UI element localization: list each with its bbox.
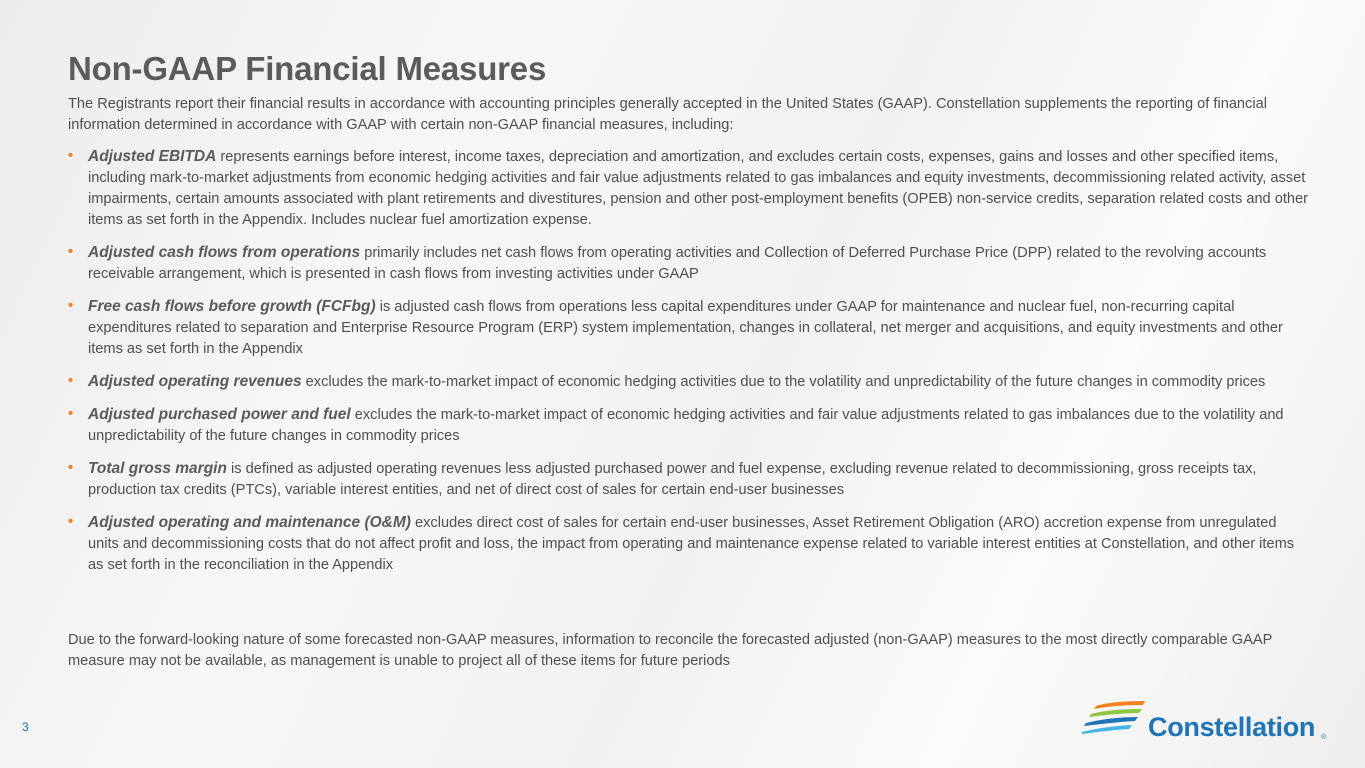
list-item xyxy=(68,371,1308,393)
term-label: Adjusted operating revenues xyxy=(88,373,302,390)
list-item xyxy=(68,242,1308,285)
bullet-icon: • xyxy=(68,148,74,164)
list-item xyxy=(68,512,1308,576)
intro-paragraph: The Registrants report their financial results in accordance with accounting principles generally accepted in the United States (GAAP). Constellation supplements the reporting of financial information determined in accordance with GAAP with certain non-GAAP financial measures, including: xyxy=(68,96,1267,133)
closing-paragraph: Due to the forward-looking nature of some forecasted non-GAAP measures, information to reconcile the forecasted adjusted (non-GAAP) measures to the most directly comparable GAAP measure may not be available, as management is unable to project all of these items for future periods xyxy=(68,632,1273,669)
bullet-icon: • xyxy=(68,373,74,389)
list-item xyxy=(68,146,1308,231)
constellation-logo xyxy=(1082,700,1332,746)
constellation-swoosh-icon xyxy=(1082,700,1146,736)
term-label: Free cash flows before growth (FCFbg) xyxy=(88,298,376,315)
page-title: Non-GAAP Financial Measures xyxy=(68,50,547,87)
list-item xyxy=(68,458,1308,501)
bullet-icon: • xyxy=(68,244,74,260)
term-definition: is adjusted cash flows from operations less capital expenditures under GAAP for maintenance and nuclear fuel, non-recurring capital expenditures related to separation and Enterprise Resource Program (ERP) system implementation, changes in collateral, net merger and acquisitions, and equity investments and other items as set forth in the Appendix xyxy=(88,299,1283,357)
term-label: Total gross margin xyxy=(88,460,227,477)
term-label: Adjusted purchased power and fuel xyxy=(88,406,351,423)
bullet-icon: • xyxy=(68,298,74,314)
registered-mark: ® xyxy=(1321,734,1327,741)
term-definition: primarily includes net cash flows from operating activities and Collection of Deferred Purchase Price (DPP) related to the revolving accounts receivable arrangement, which is presented in cash flows from investing activities under GAAP xyxy=(88,245,1267,282)
term-label: Adjusted cash flows from operations xyxy=(88,244,361,261)
term-label: Adjusted operating and maintenance (O&M) xyxy=(88,514,411,531)
bullet-icon: • xyxy=(68,460,74,476)
term-definition: is defined as adjusted operating revenues less adjusted purchased power and fuel expense, excluding revenue related to decommissioning, gross receipts tax, production tax credits (PTCs), variable interest entities, and net of direct cost of sales for certain end-user businesses xyxy=(88,461,1257,498)
page-number: 3 xyxy=(22,720,29,734)
term-label: Adjusted EBITDA xyxy=(88,148,217,165)
bullet-icon: • xyxy=(68,406,74,422)
list-item xyxy=(68,404,1308,447)
term-definition: excludes the mark-to-market impact of economic hedging activities and fair value adjustments related to gas imbalances due to the volatility and unpredictability of the future changes in commodity prices xyxy=(88,407,1284,444)
logo-wordmark: Constellation xyxy=(1148,712,1316,742)
definitions-list xyxy=(68,146,1308,587)
term-definition: excludes the mark-to-market impact of economic hedging activities due to the volatility and unpredictability of the future changes in commodity prices xyxy=(301,374,1266,390)
term-definition: excludes direct cost of sales for certain end-user businesses, Asset Retirement Obligation (ARO) accretion expense from unregulated units and decommissioning costs that do not affect profit and loss, the impact from operating and maintenance expense related to variable interest entities at Constellation, and other items as set forth in the reconciliation in the Appendix xyxy=(88,515,1295,573)
list-item xyxy=(68,296,1308,360)
term-definition: represents earnings before interest, income taxes, depreciation and amortization, and excludes certain costs, expenses, gains and losses and other specified items, including mark-to-market adjustments from economic hedging activities and fair value adjustments related to gas imbalances and equity investments, decommissioning related activity, asset impairments, certain amounts associated with plant retirements and divestitures, pension and other post-employment benefits (OPEB) non-service credits, separation related costs and other items as set forth in the Appendix. Includes nuclear fuel amortization expense. xyxy=(88,149,1308,228)
bullet-icon: • xyxy=(68,514,74,530)
